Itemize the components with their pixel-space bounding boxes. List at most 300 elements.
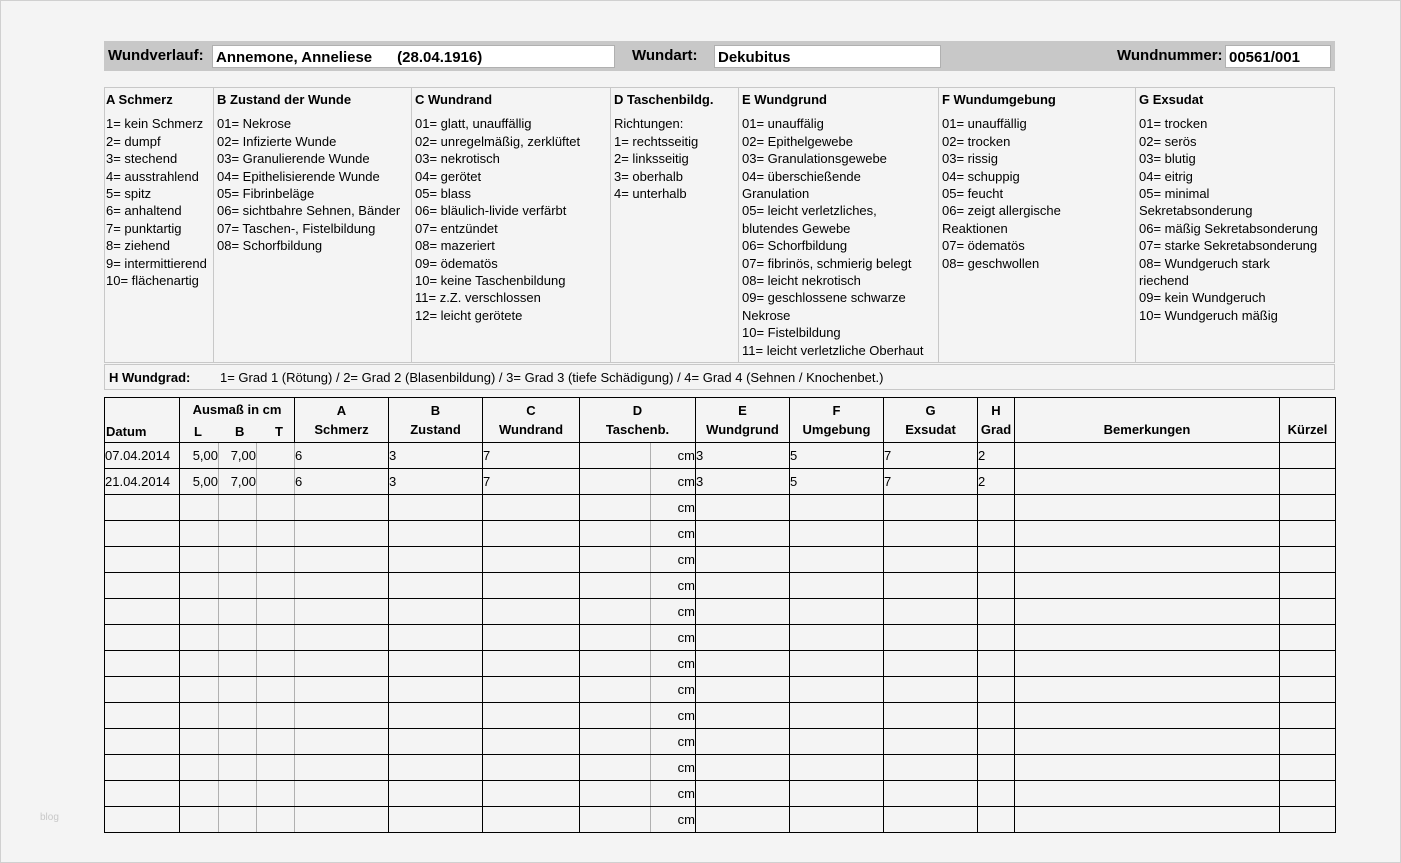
cell-l[interactable] (180, 625, 219, 651)
cell-e[interactable] (696, 781, 790, 807)
legend-item: 01= glatt, unauffällig (415, 116, 532, 132)
cell-a[interactable]: 6 (295, 469, 389, 495)
cell-d-cm[interactable] (580, 703, 696, 729)
legend-item: 07= ödematös (942, 238, 1025, 254)
cell-t[interactable] (257, 573, 295, 599)
cell-bemerkungen[interactable] (1015, 677, 1280, 703)
legend-item: 04= überschießende (742, 168, 861, 184)
legend-item: 1= kein Schmerz (106, 116, 204, 132)
legend-item: 04= Epithelisierende Wunde (217, 168, 380, 184)
cell-l[interactable] (180, 703, 219, 729)
cell-c[interactable] (483, 755, 580, 781)
col-g: G Exsudat (884, 398, 978, 443)
cell-l[interactable] (180, 547, 219, 573)
cell-b-zustand[interactable] (389, 625, 483, 651)
cell-kuerzel[interactable] (1280, 573, 1336, 599)
cell-datum[interactable] (105, 729, 180, 755)
table-row (105, 469, 1336, 495)
cell-t[interactable] (257, 729, 295, 755)
cell-l[interactable]: 5,00 (180, 443, 219, 469)
cell-a[interactable] (295, 547, 389, 573)
unit-label: cm (677, 760, 695, 775)
cell-g[interactable] (884, 703, 978, 729)
cell-datum[interactable] (105, 547, 180, 573)
legend-title: B Zustand der Wunde (217, 92, 352, 107)
unit-label: cm (677, 630, 695, 645)
cell-f[interactable] (790, 651, 884, 677)
legend-item: 04= gerötet (415, 168, 482, 184)
cell-h[interactable] (978, 703, 1015, 729)
table-row (105, 573, 1336, 599)
cell-kuerzel[interactable] (1280, 651, 1336, 677)
cell-kuerzel[interactable] (1280, 781, 1336, 807)
wundart-field[interactable]: Dekubitus (714, 45, 941, 68)
cell-bemerkungen[interactable] (1015, 521, 1280, 547)
col-d: D Taschenb. (580, 398, 696, 443)
patient-dob: (28.04.1916) (397, 49, 483, 66)
cell-t[interactable] (257, 521, 295, 547)
cell-h[interactable] (978, 755, 1015, 781)
cell-f[interactable] (790, 599, 884, 625)
legend-item: 04= schuppig (942, 168, 1020, 184)
cell-t[interactable] (257, 547, 295, 573)
cell-g[interactable]: 7 (884, 469, 978, 495)
cell-a[interactable] (295, 651, 389, 677)
cell-c[interactable]: 7 (483, 469, 580, 495)
legend-item: 05= minimal (1139, 186, 1210, 202)
cell-g[interactable] (884, 521, 978, 547)
legend-item: 08= mazeriert (415, 238, 495, 254)
legend-item: 03= blutig (1139, 151, 1196, 167)
cell-c[interactable] (483, 677, 580, 703)
unit-label: cm (677, 474, 695, 489)
cell-e[interactable] (696, 729, 790, 755)
cell-l[interactable] (180, 573, 219, 599)
cell-kuerzel[interactable] (1280, 807, 1336, 833)
legend-item: blutendes Gewebe (742, 220, 851, 236)
cell-b[interactable] (219, 495, 257, 521)
cell-h[interactable] (978, 651, 1015, 677)
cell-c[interactable] (483, 573, 580, 599)
legend-item: 02= unregelmäßig, zerklüftet (415, 133, 581, 149)
cell-f[interactable] (790, 755, 884, 781)
cell-e[interactable] (696, 625, 790, 651)
cell-g[interactable] (884, 547, 978, 573)
cell-t[interactable] (257, 807, 295, 833)
cell-f[interactable] (790, 573, 884, 599)
legend-item: 10= Wundgeruch mäßig (1139, 307, 1278, 323)
legend-item: 07= Taschen-, Fistelbildung (217, 220, 376, 236)
cell-h[interactable] (978, 625, 1015, 651)
cell-c[interactable] (483, 521, 580, 547)
patient-name: Annemone, Anneliese (216, 49, 373, 66)
cell-f[interactable] (790, 547, 884, 573)
legend-item: 10= Fistelbildung (742, 325, 841, 341)
cell-e[interactable] (696, 677, 790, 703)
cell-e[interactable] (696, 495, 790, 521)
cell-a[interactable] (295, 729, 389, 755)
cell-b[interactable] (219, 729, 257, 755)
cell-e[interactable]: 3 (696, 443, 790, 469)
col-c: C Wundrand (483, 398, 580, 443)
unit-label: cm (677, 786, 695, 801)
cell-e[interactable] (696, 547, 790, 573)
cell-h[interactable] (978, 521, 1015, 547)
legend-item: 06= sichtbahre Sehnen, Bänder (217, 203, 401, 219)
cell-kuerzel[interactable] (1280, 755, 1336, 781)
cell-b[interactable]: 7,00 (219, 443, 257, 469)
legend-title: A Schmerz (106, 92, 173, 107)
cell-bemerkungen[interactable] (1015, 547, 1280, 573)
cell-datum[interactable] (105, 807, 180, 833)
col-l: L (194, 424, 202, 439)
legend-item: 9= intermittierend (106, 255, 207, 271)
legend-item: 3= stechend (106, 151, 178, 167)
cell-g[interactable] (884, 729, 978, 755)
cell-h[interactable]: 2 (978, 443, 1015, 469)
wound-record-table (104, 397, 1336, 833)
cell-e[interactable]: 3 (696, 469, 790, 495)
cell-h[interactable] (978, 729, 1015, 755)
cell-h[interactable]: 2 (978, 469, 1015, 495)
cell-a[interactable] (295, 677, 389, 703)
cell-a[interactable] (295, 573, 389, 599)
legend-item: 2= dumpf (106, 133, 161, 149)
cell-h[interactable] (978, 547, 1015, 573)
cell-t[interactable] (257, 469, 295, 495)
cell-d-cm[interactable] (580, 469, 696, 495)
cell-c[interactable] (483, 703, 580, 729)
cell-h[interactable] (978, 495, 1015, 521)
cell-t[interactable] (257, 599, 295, 625)
legend-item: 11= z.Z. verschlossen (415, 290, 541, 306)
cell-datum[interactable] (105, 781, 180, 807)
cell-b-zustand[interactable] (389, 599, 483, 625)
cell-b-zustand[interactable]: 3 (389, 443, 483, 469)
cell-d-cm[interactable] (580, 807, 696, 833)
cell-b[interactable] (219, 677, 257, 703)
cell-kuerzel[interactable] (1280, 469, 1336, 495)
cell-kuerzel[interactable] (1280, 495, 1336, 521)
legend-item: Reaktionen (942, 220, 1008, 236)
unit-label: cm (677, 578, 695, 593)
cell-e[interactable] (696, 703, 790, 729)
cell-f[interactable] (790, 625, 884, 651)
cell-a[interactable] (295, 807, 389, 833)
legend-item: 09= geschlossene schwarze (742, 290, 906, 306)
cell-b-zustand[interactable] (389, 573, 483, 599)
cell-e[interactable] (696, 651, 790, 677)
cell-g[interactable] (884, 677, 978, 703)
cell-b[interactable]: 7,00 (219, 469, 257, 495)
legend-item: Nekrose (742, 307, 791, 323)
cell-c[interactable] (483, 781, 580, 807)
cell-f[interactable] (790, 677, 884, 703)
legend-column (412, 88, 611, 362)
cell-datum[interactable] (105, 495, 180, 521)
legend-item: 01= unauffälig (742, 116, 824, 132)
col-ausmass: Ausmaß in cm L B T (180, 398, 295, 443)
legend-column (105, 88, 214, 362)
legend-item: 03= nekrotisch (415, 151, 500, 167)
cell-a[interactable] (295, 521, 389, 547)
legend-item: 03= rissig (942, 151, 998, 167)
legend-item: 05= leicht verletzliches, (742, 203, 877, 219)
cell-datum[interactable]: 21.04.2014 (105, 469, 180, 495)
cell-l[interactable]: 5,00 (180, 469, 219, 495)
legend-item: 07= entzündet (415, 220, 498, 236)
wundnummer-field[interactable]: 00561/001 (1225, 45, 1331, 68)
col-e: E Wundgrund (696, 398, 790, 443)
table-row (105, 625, 1336, 651)
cell-datum[interactable]: 07.04.2014 (105, 443, 180, 469)
cell-c[interactable] (483, 547, 580, 573)
cell-t[interactable] (257, 677, 295, 703)
cell-t[interactable] (257, 651, 295, 677)
cell-b[interactable] (219, 547, 257, 573)
cell-a[interactable] (295, 599, 389, 625)
cell-c[interactable] (483, 651, 580, 677)
legend-column (939, 88, 1136, 362)
cell-b[interactable] (219, 599, 257, 625)
cell-c[interactable]: 7 (483, 443, 580, 469)
legend-item: 12= leicht gerötete (415, 307, 523, 323)
col-b: B (235, 424, 245, 439)
cell-g[interactable] (884, 495, 978, 521)
cell-b[interactable] (219, 651, 257, 677)
cell-b-zustand[interactable] (389, 729, 483, 755)
cell-d-cm[interactable] (580, 599, 696, 625)
cell-f[interactable]: 5 (790, 469, 884, 495)
cell-datum[interactable] (105, 755, 180, 781)
cell-l[interactable] (180, 599, 219, 625)
cell-kuerzel[interactable] (1280, 599, 1336, 625)
cell-l[interactable] (180, 677, 219, 703)
cell-datum[interactable] (105, 521, 180, 547)
cell-d-cm[interactable] (580, 495, 696, 521)
legend-item: 09= kein Wundgeruch (1139, 290, 1266, 306)
legend-item: 07= starke Sekretabsonderung (1139, 238, 1318, 254)
cell-b-zustand[interactable] (389, 781, 483, 807)
legend-item: riechend (1139, 273, 1189, 289)
legend-title: G Exsudat (1139, 92, 1204, 107)
cell-e[interactable] (696, 521, 790, 547)
cell-e[interactable] (696, 573, 790, 599)
cell-bemerkungen[interactable] (1015, 443, 1280, 469)
cell-e[interactable] (696, 599, 790, 625)
cell-b-zustand[interactable] (389, 807, 483, 833)
cell-b[interactable] (219, 625, 257, 651)
cell-a[interactable] (295, 495, 389, 521)
cell-bemerkungen[interactable] (1015, 807, 1280, 833)
cell-t[interactable] (257, 495, 295, 521)
cell-d-cm[interactable] (580, 573, 696, 599)
cell-bemerkungen[interactable] (1015, 573, 1280, 599)
cell-d-cm[interactable] (580, 677, 696, 703)
col-bemerkungen: Bemerkungen (1015, 398, 1280, 443)
cell-b[interactable] (219, 703, 257, 729)
cell-l[interactable] (180, 807, 219, 833)
cell-b-zustand[interactable]: 3 (389, 469, 483, 495)
cell-g[interactable] (884, 755, 978, 781)
cell-d-cm[interactable] (580, 521, 696, 547)
table-row (105, 547, 1336, 573)
cell-h[interactable] (978, 599, 1015, 625)
legend-item: 5= spitz (106, 186, 152, 202)
cell-kuerzel[interactable] (1280, 521, 1336, 547)
watermark: blog (40, 812, 59, 823)
table-row (105, 651, 1336, 677)
cell-l[interactable] (180, 521, 219, 547)
cell-bemerkungen[interactable] (1015, 469, 1280, 495)
legend-item: 02= trocken (942, 133, 1011, 149)
cell-bemerkungen[interactable] (1015, 729, 1280, 755)
cell-t[interactable] (257, 443, 295, 469)
cell-g[interactable] (884, 781, 978, 807)
cell-t[interactable] (257, 703, 295, 729)
cell-l[interactable] (180, 755, 219, 781)
cell-l[interactable] (180, 651, 219, 677)
cell-kuerzel[interactable] (1280, 677, 1336, 703)
table-row (105, 495, 1336, 521)
cell-h[interactable] (978, 573, 1015, 599)
col-h: H Grad (978, 398, 1015, 443)
cell-t[interactable] (257, 781, 295, 807)
cell-b-zustand[interactable] (389, 547, 483, 573)
cell-kuerzel[interactable] (1280, 625, 1336, 651)
cell-bemerkungen[interactable] (1015, 755, 1280, 781)
patient-field[interactable] (212, 45, 615, 68)
cell-d-cm[interactable] (580, 625, 696, 651)
cell-datum[interactable] (105, 703, 180, 729)
cell-b[interactable] (219, 807, 257, 833)
unit-label: cm (677, 682, 695, 697)
cell-g[interactable] (884, 599, 978, 625)
cell-f[interactable] (790, 495, 884, 521)
cell-b-zustand[interactable] (389, 703, 483, 729)
cell-c[interactable] (483, 729, 580, 755)
cell-t[interactable] (257, 625, 295, 651)
cell-l[interactable] (180, 495, 219, 521)
legend-item: 11= leicht verletzliche Oberhaut (742, 342, 924, 358)
legend-title: D Taschenbildg. (614, 92, 714, 107)
cell-g[interactable]: 7 (884, 443, 978, 469)
cell-kuerzel[interactable] (1280, 547, 1336, 573)
cell-a[interactable] (295, 755, 389, 781)
legend-section (104, 87, 1335, 363)
cell-h[interactable] (978, 807, 1015, 833)
cell-datum[interactable] (105, 573, 180, 599)
cell-f[interactable] (790, 781, 884, 807)
cell-datum[interactable] (105, 625, 180, 651)
cell-g[interactable] (884, 651, 978, 677)
cell-a[interactable] (295, 625, 389, 651)
wundgrad-text: 1= Grad 1 (Rötung) / 2= Grad 2 (Blasenbildung) / 3= Grad 3 (tiefe Schädigung) / 4= Grad 4 (Sehnen / Knochenbet.) (220, 370, 884, 385)
cell-datum[interactable] (105, 651, 180, 677)
unit-label: cm (677, 500, 695, 515)
unit-label: cm (677, 448, 695, 463)
cell-d-cm[interactable] (580, 651, 696, 677)
table-header-row (105, 398, 1336, 443)
cell-c[interactable] (483, 495, 580, 521)
legend-item: Richtungen: (614, 116, 684, 132)
cell-h[interactable] (978, 677, 1015, 703)
cell-bemerkungen[interactable] (1015, 781, 1280, 807)
cell-kuerzel[interactable] (1280, 443, 1336, 469)
cell-kuerzel[interactable] (1280, 703, 1336, 729)
cell-c[interactable] (483, 807, 580, 833)
cell-f[interactable] (790, 807, 884, 833)
legend-item: 02= Epithelgewebe (742, 133, 853, 149)
cell-f[interactable]: 5 (790, 443, 884, 469)
cell-b-zustand[interactable] (389, 495, 483, 521)
cell-c[interactable] (483, 599, 580, 625)
legend-item: Sekretabsonderung (1139, 203, 1253, 219)
cell-b-zustand[interactable] (389, 521, 483, 547)
cell-c[interactable] (483, 625, 580, 651)
cell-g[interactable] (884, 573, 978, 599)
legend-item: 01= trocken (1139, 116, 1208, 132)
cell-e[interactable] (696, 807, 790, 833)
cell-kuerzel[interactable] (1280, 729, 1336, 755)
cell-h[interactable] (978, 781, 1015, 807)
table-row (105, 807, 1336, 833)
cell-d-cm[interactable] (580, 729, 696, 755)
cell-b[interactable] (219, 781, 257, 807)
cell-d-cm[interactable] (580, 547, 696, 573)
cell-b[interactable] (219, 521, 257, 547)
cell-b-zustand[interactable] (389, 755, 483, 781)
cell-e[interactable] (696, 755, 790, 781)
cell-l[interactable] (180, 781, 219, 807)
cell-datum[interactable] (105, 599, 180, 625)
cell-bemerkungen[interactable] (1015, 599, 1280, 625)
cell-bemerkungen[interactable] (1015, 703, 1280, 729)
cell-g[interactable] (884, 807, 978, 833)
cell-bemerkungen[interactable] (1015, 651, 1280, 677)
cell-f[interactable] (790, 729, 884, 755)
cell-b[interactable] (219, 573, 257, 599)
legend-item: 4= unterhalb (614, 186, 687, 202)
legend-item: 05= feucht (942, 186, 1004, 202)
table-row (105, 443, 1336, 469)
cell-a[interactable] (295, 703, 389, 729)
cell-a[interactable]: 6 (295, 443, 389, 469)
unit-label: cm (677, 656, 695, 671)
legend-item: 06= mäßig Sekretabsonderung (1139, 220, 1318, 236)
cell-d-cm[interactable] (580, 755, 696, 781)
cell-a[interactable] (295, 781, 389, 807)
cell-b-zustand[interactable] (389, 677, 483, 703)
cell-b-zustand[interactable] (389, 651, 483, 677)
wundverlauf-label: Wundverlauf: (108, 47, 204, 64)
cell-l[interactable] (180, 729, 219, 755)
cell-bemerkungen[interactable] (1015, 495, 1280, 521)
legend-item: 1= rechtsseitig (614, 133, 699, 149)
cell-b[interactable] (219, 755, 257, 781)
cell-g[interactable] (884, 625, 978, 651)
cell-bemerkungen[interactable] (1015, 625, 1280, 651)
legend-title: F Wundumgebung (942, 92, 1056, 107)
cell-f[interactable] (790, 703, 884, 729)
legend-item: 2= linksseitig (614, 151, 689, 167)
cell-d-cm[interactable] (580, 781, 696, 807)
table-row (105, 781, 1336, 807)
cell-f[interactable] (790, 521, 884, 547)
cell-datum[interactable] (105, 677, 180, 703)
cell-t[interactable] (257, 755, 295, 781)
cell-d-cm[interactable] (580, 443, 696, 469)
